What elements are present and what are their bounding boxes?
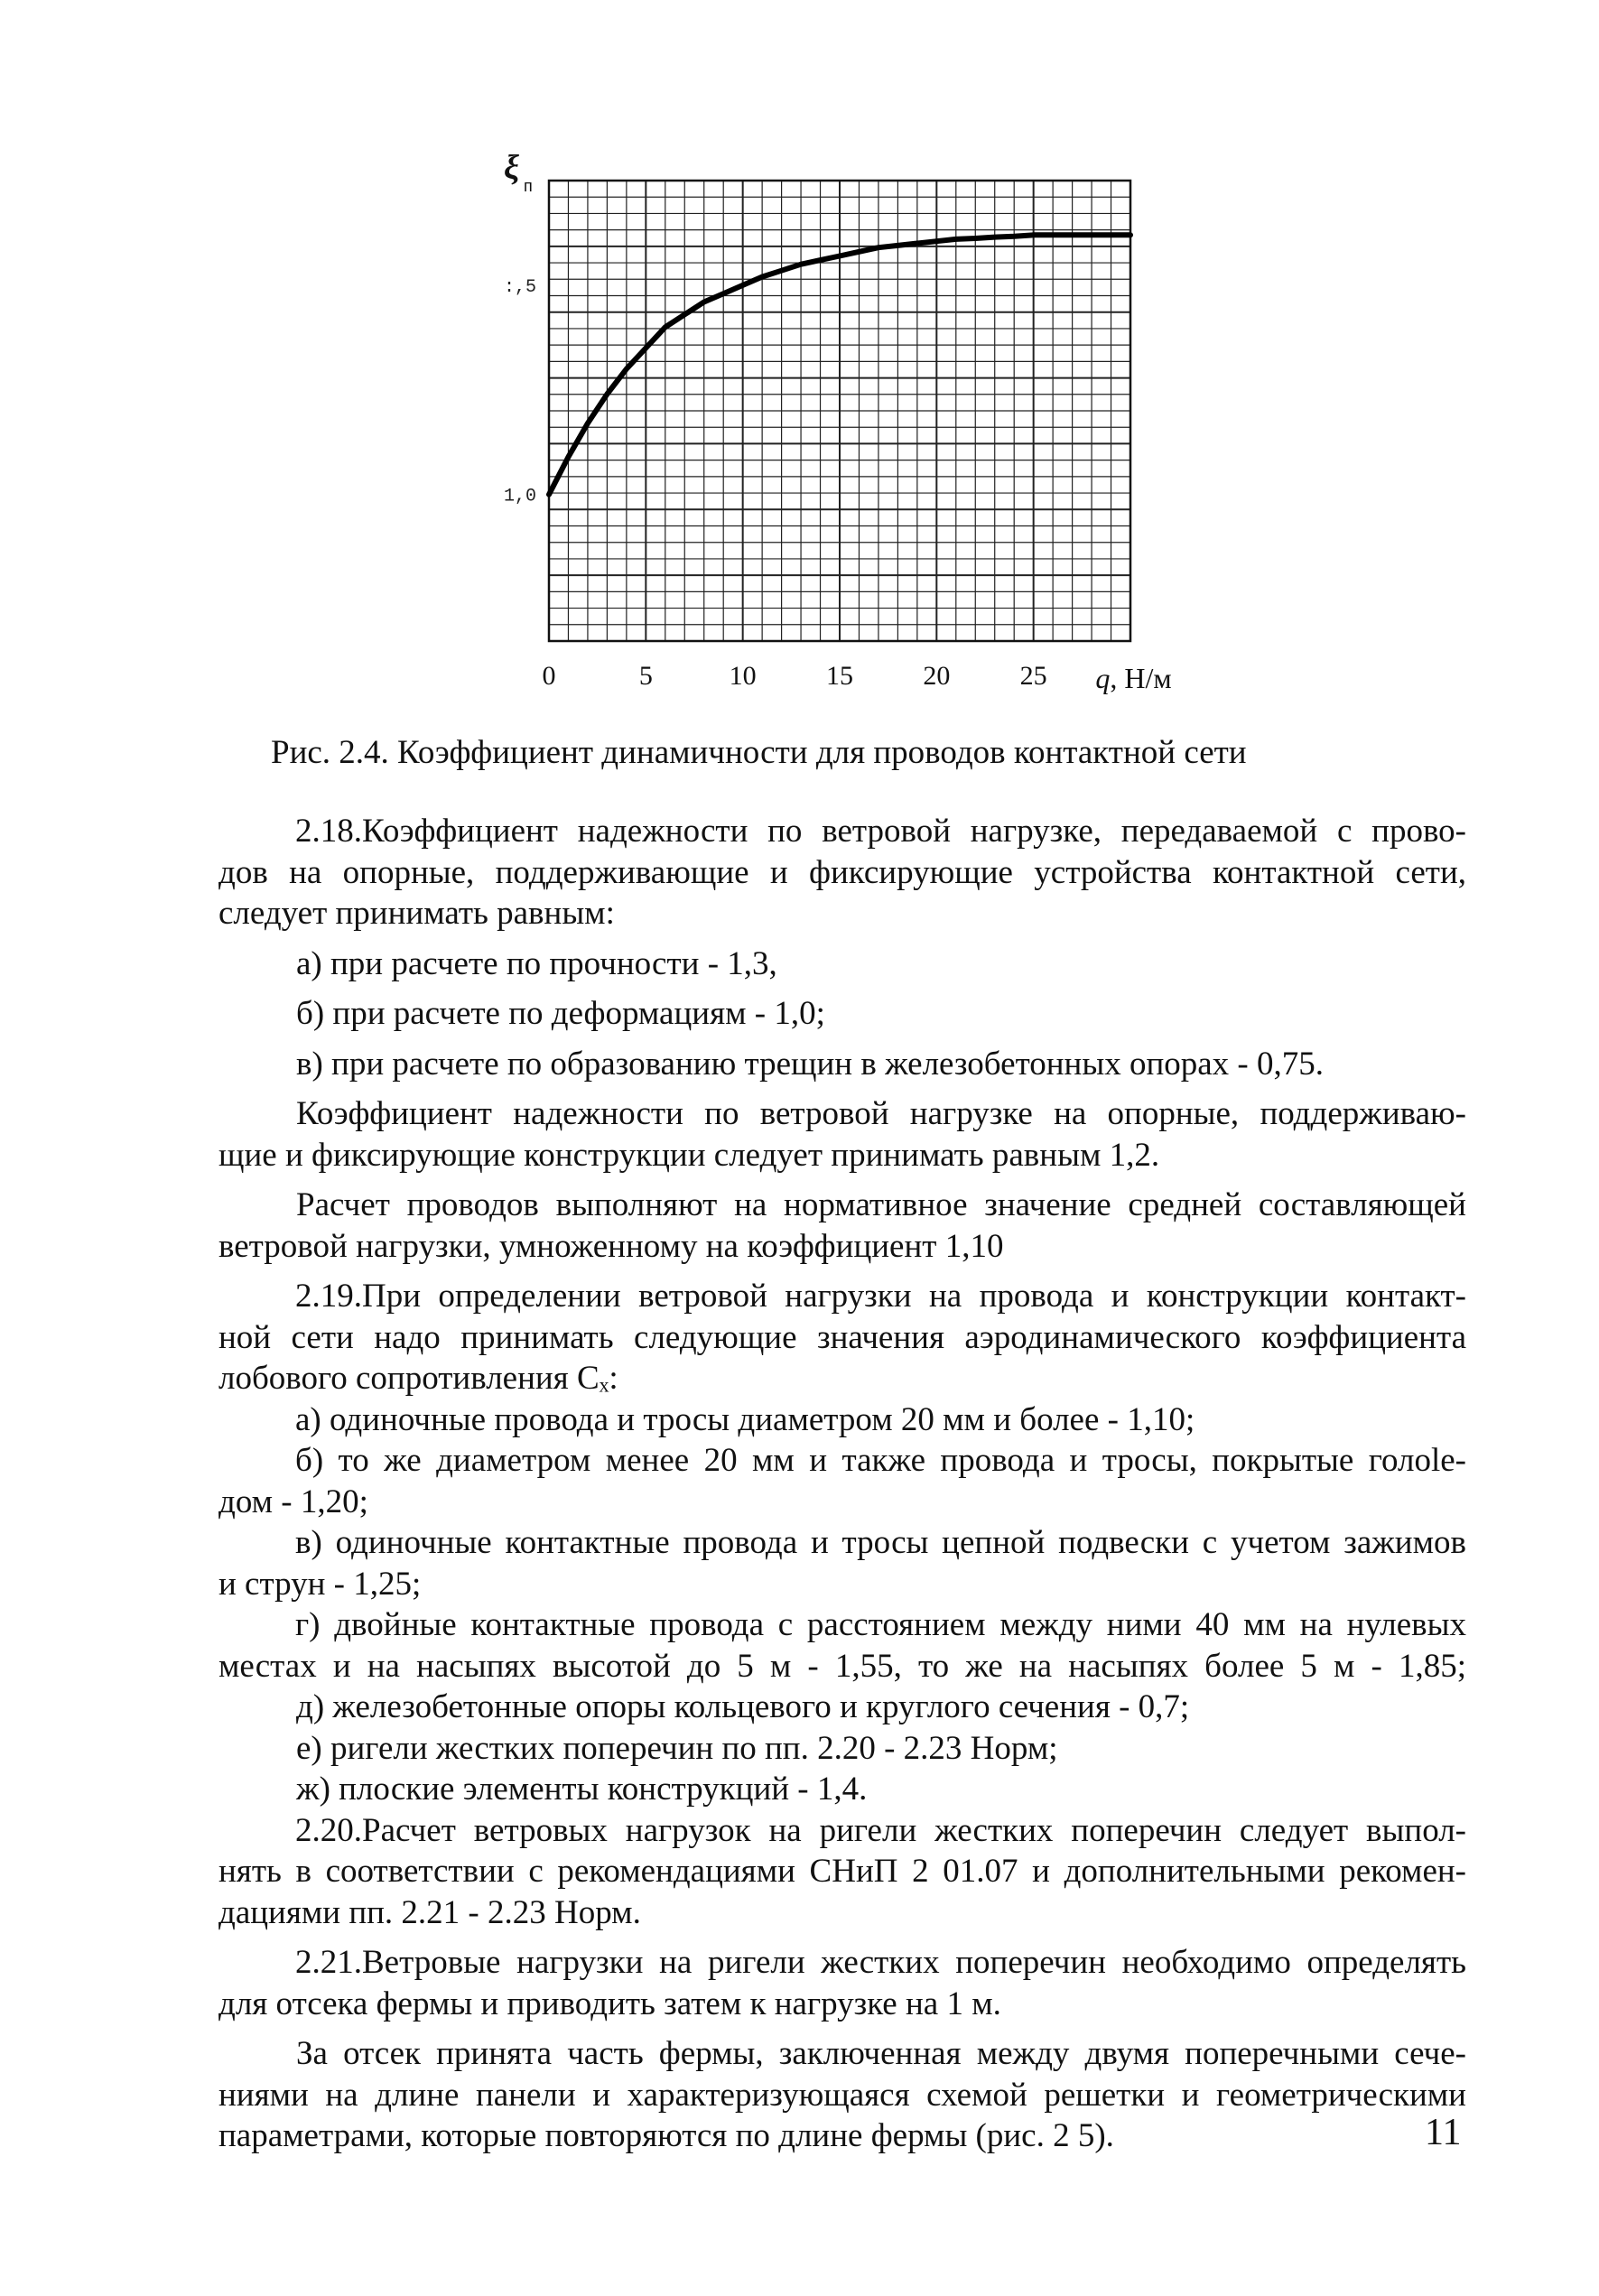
text-line: 2.19.При определении ветровой нагрузки на провода и конструкции контакт-	[295, 1278, 1466, 1315]
text-line: г) двойные контактные провода с расстоянием между ними 40 мм на нулевых	[295, 1606, 1466, 1643]
text-line: в) одиночные контактные провода и тросы цепной подвески с учетом зажимов	[295, 1524, 1466, 1561]
text-line: и струн - 1,25;	[218, 1565, 422, 1603]
x-tick-label: 25	[1019, 661, 1047, 691]
text-line: 2.20.Расчет ветровых нагрузок на ригели жестких поперечин следует выпол-	[295, 1811, 1466, 1849]
x-tick-label: 5	[638, 661, 653, 691]
text-line: д) железобетонные опоры кольцевого и круглого сечения - 0,7;	[296, 1688, 1190, 1725]
text-line: параметрами, которые повторяются по длине фермы (рис. 2 5).	[218, 2117, 1114, 2154]
text-line: местах и на насыпях высотой до 5 м - 1,55, то же на насыпях более 5 м - 1,85;	[218, 1647, 1466, 1685]
text-line: б) то же диаметром менее 20 мм и также провода и тросы, покрытые голole-	[295, 1442, 1466, 1479]
x-axis-label: q, Н/м	[1095, 662, 1172, 694]
dynamic-coefficient-chart	[469, 153, 1282, 731]
text-line: дов на опорные, поддерживающие и фиксирующие устройства контактной сети,	[218, 853, 1466, 891]
text-line: ж) плоские элементы конструкций - 1,4.	[296, 1771, 868, 1808]
page-number: 11	[1425, 2112, 1462, 2153]
text-line: ниями на длине панели и характеризующаяся схемой решетки и геометрическими	[218, 2076, 1466, 2114]
text-line: в) при расчете по образованию трещин в железобетонных опорах - 0,75.	[296, 1045, 1325, 1083]
text-line: 2.18.Коэффициент надежности по ветровой нагрузке, передаваемой с прово-	[295, 813, 1466, 850]
text-line: Коэффициент надежности по ветровой нагрузке на опорные, поддерживаю-	[296, 1095, 1466, 1132]
body-text	[218, 811, 1466, 2157]
text-line: для отсека фермы и приводить затем к нагрузке на 1 м.	[218, 1985, 1001, 2022]
text-line: Расчет проводов выполняют на нормативное значение средней составляющей	[296, 1186, 1466, 1223]
text-line: ной сети надо принимать следующие значения аэродинамического коэффициента	[218, 1318, 1466, 1356]
text-line: а) одиночные провода и тросы диаметром 20 мм и более - 1,10;	[295, 1400, 1195, 1438]
text-line: 2.21.Ветровые нагрузки на ригели жестких поперечин необходимо определять	[295, 1944, 1466, 1981]
x-tick-label: 20	[923, 661, 951, 691]
text-line: дациями пп. 2.21 - 2.23 Норм.	[218, 1893, 641, 1931]
text-line: следует принимать равным:	[218, 895, 615, 932]
y-tick-label: 1,0	[503, 486, 536, 507]
figure-caption: Рис. 2.4. Коэффициент динамичности для проводов контактной сети	[271, 734, 1247, 771]
y-tick-label: :,5	[503, 276, 536, 298]
text-line: лобового сопротивления Сₓ:	[218, 1360, 618, 1397]
y-axis-label-subscript: п	[524, 177, 533, 195]
x-tick-label: 0	[542, 661, 556, 691]
y-axis-label: ξ	[504, 153, 520, 187]
figure-2-4	[469, 153, 1282, 731]
text-line: дом - 1,20;	[218, 1483, 368, 1520]
x-tick-label: 10	[729, 661, 757, 691]
text-line: б) при расчете по деформациям - 1,0;	[296, 995, 825, 1032]
x-tick-label: 15	[826, 661, 853, 691]
text-line: а) при расчете по прочности - 1,3,	[296, 944, 777, 982]
text-line: За отсек принята часть фермы, заключенная между двумя поперечными сече-	[296, 2035, 1466, 2072]
text-line: нять в соответствии с рекомендациями СНиП 2 01.07 и дополнительными рекомен-	[218, 1853, 1466, 1890]
text-line: е) ригели жестких поперечин по пп. 2.20 - 2.23 Норм;	[296, 1729, 1058, 1767]
text-line: ветровой нагрузки, умноженному на коэффициент 1,10	[218, 1227, 1004, 1265]
text-line: щие и фиксирующие конструкции следует принимать равным 1,2.	[218, 1136, 1160, 1174]
